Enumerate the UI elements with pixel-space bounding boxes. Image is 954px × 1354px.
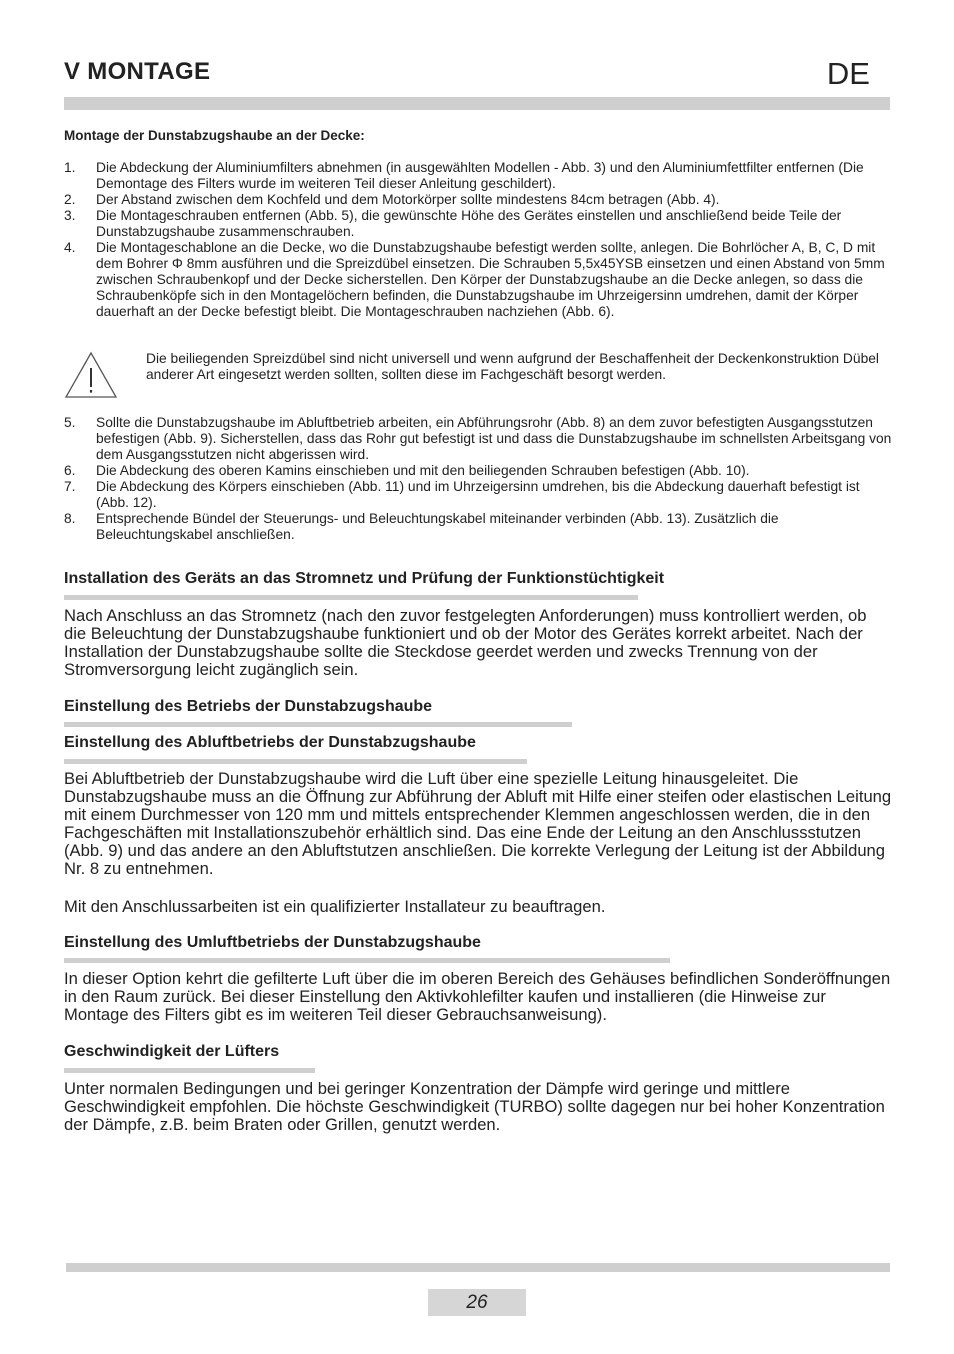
page-title: V MONTAGE [64, 58, 211, 85]
warning-note: Die beiliegenden Spreizdübel sind nicht universell und wenn aufgrund der Beschaffenheit der Deckenkonstruktion Dübel anderer Art eingesetzt werden sollten, sollten diese im Fachgeschäft besorgt werden. [146, 351, 879, 382]
installation-text: Nach Anschluss an das Stromnetz (nach den zuvor festgelegten Anforderungen) muss kontrolliert werden, ob die Beleuchtung der Dunstabzugshaube funktioniert und ob der Motor des Gerätes korrekt arbeitet. Nach der Installation der Dunstabzugshaube sollte die Steckdose geerdet werden und zwecks Trennung von der Stromversorgung leicht zugänglich sein. [64, 606, 867, 679]
page-number: 26 [428, 1289, 526, 1316]
exhaust-heading: Einstellung des Abluftbetriebs der Dunstabzugshaube [64, 734, 476, 751]
recirculation-text: In dieser Option kehrt die gefilterte Luft über die im oberen Bereich des Gehäuses befindlichen Sonderöffnungen in den Raum zurück. Bei dieser Einstellung den Aktivkohlefilter kaufen und installieren (die Hinweise zur Montage des Filters gibt es im weiteren Teil dieser Gebrauchsanweisung). [64, 969, 891, 1024]
exhaust-text: Bei Abluftbetrieb der Dunstabzugshaube wird die Luft über eine spezielle Leitung hinausgeleitet. Die Dunstabzugshaube muss an die Öffnung zur Abführung der Abluft mit Hilfe einer steifen oder elastischen Leitung mit einem Durchmesser von 120 mm und mittels entsprechender Klemmen angeschlossen werden, die in den Fachgeschäften mit Installationszubehör erhältlich sind. Das eine Ende der Leitung an den Anschlussstutzen (Abb. 9) und das andere an den Abluftstutzen anschließen. Die korrekte Verlegung der Leitung ist der Abbildung Nr. 8 zu entnehmen. [64, 769, 892, 878]
fan-speed-heading: Geschwindigkeit der Lüfters [64, 1043, 280, 1060]
list-item: 8. Entsprechende Bündel der Steuerungs- und Beleuchtungskabel miteinander verbinden (Abb. 13). Zusätzlich die Beleuchtungskabel anschließen. [64, 511, 779, 542]
list-item: 3. Die Montageschrauben entfernen (Abb. 5), die gewünschte Höhe des Gerätes einstellen und anschließend beide Teile der Dunstabzugshaube zusammenschrauben. [64, 208, 842, 239]
list-item: 1. Die Abdeckung der Aluminiumfilters abnehmen (in ausgewählten Modellen - Abb. 3) und den Aluminiumfettfilter entfernen (Die Demontage des Filters wurde im weiteren Teil dieser Anleitung geschildert). [64, 160, 864, 191]
fan-speed-underline [64, 1068, 315, 1073]
ceiling-mount-title: Montage der Dunstabzugshaube an der Decke: [64, 128, 365, 143]
ceiling-steps-list-continued [64, 415, 894, 543]
warning-triangle-icon [64, 350, 118, 400]
operation-heading: Einstellung des Betriebs der Dunstabzugshaube [64, 698, 433, 715]
recirculation-heading: Einstellung des Umluftbetriebs der Dunstabzugshaube [64, 934, 481, 951]
list-item: 7. Die Abdeckung des Körpers einschieben (Abb. 11) und im Uhrzeigersinn umdrehen, bis die Abdeckung dauerhaft befestigt ist (Abb. 12). [64, 479, 860, 510]
footer-divider [66, 1263, 890, 1272]
exhaust-note: Mit den Anschlussarbeiten ist ein qualifizierter Installateur zu beauftragen. [64, 897, 606, 916]
list-item: 6. Die Abdeckung des oberen Kamins einschieben und mit den beiliegenden Schrauben befestigen (Abb. 10). [64, 463, 750, 478]
exhaust-underline [64, 759, 527, 764]
installation-heading: Installation des Geräts an das Stromnetz und Prüfung der Funktionstüchtigkeit [64, 570, 665, 587]
recirculation-underline [64, 958, 670, 963]
ceiling-steps-list [64, 160, 894, 320]
installation-underline [64, 595, 638, 600]
list-item: 4. Die Montageschablone an die Decke, wo die Dunstabzugshaube befestigt werden sollte, anlegen. Die Bohrlöcher A, B, C, D mit dem Bohrer Φ 8mm ausführen und die Spreizdübel einsetzen. Die Schrauben 5,5x45YSB einsetzen und einen Abstand von 5mm zwischen Schraubenkopf und der Decke sicherstellen. Den Körper der Dunstabzugshaube an die Decke anlegen, so dass die Schraubenköpfe sich in den Montagelöchern befinden, die Dunstabzugshaube im Uhrzeigersinn umdrehen, damit der Körper dauerhaft an der Decke befestigt bleibt. Die Montageschrauben nachziehen (Abb. 6). [64, 240, 885, 319]
list-item: 2. Der Abstand zwischen dem Kochfeld und dem Motorkörper sollte mindestens 84cm betragen (Abb. 4). [64, 192, 720, 207]
header-divider [64, 97, 890, 110]
operation-underline [64, 722, 572, 727]
language-code: DE [826, 56, 870, 91]
fan-speed-text: Unter normalen Bedingungen und bei geringer Konzentration der Dämpfe wird geringe und mittlere Geschwindigkeit empfohlen. Die höchste Geschwindigkeit (TURBO) sollte dagegen nur bei hoher Konzentration der Dämpfe, z.B. beim Braten oder Grillen, genutzt werden. [64, 1079, 885, 1134]
list-item: 5. Sollte die Dunstabzugshaube im Abluftbetrieb arbeiten, ein Abführungsrohr (Abb. 8) an dem zuvor befestigten Ausgangsstutzen befestigen (Abb. 9). Sicherstellen, dass das Rohr gut befestigt ist und dass die Dunstabzugshaube im schnellsten Arbeitsgang von dem Ausgangsstutzen nicht abgerissen wird. [64, 415, 892, 462]
